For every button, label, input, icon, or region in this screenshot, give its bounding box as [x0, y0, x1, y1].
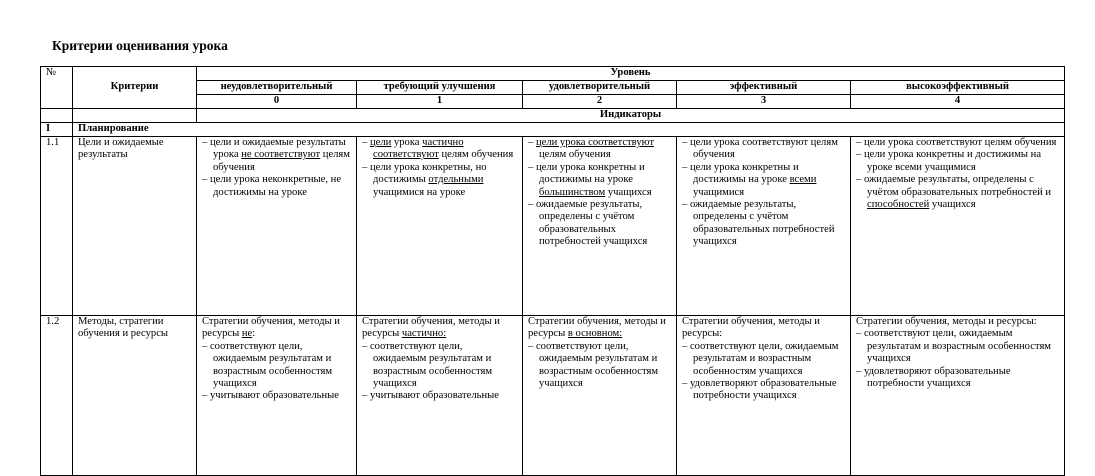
- table-row: [41, 316, 1065, 476]
- bullet-item: – удовлетворяют образовательные потребности учащихся: [682, 378, 837, 402]
- table-row: [41, 137, 1065, 316]
- underlined-text: большинством: [539, 186, 606, 198]
- cell-intro: Стратегии обучения, методы и ресурсы в основном:: [528, 316, 666, 340]
- bullet-item: – ожидаемые результаты, определены с учётом образовательных потребностей учащихся: [682, 199, 835, 248]
- level-score-1: 1: [357, 95, 523, 109]
- bullet-item: – цели урока конкретны и достижимы на уроке большинством учащихся: [528, 161, 652, 198]
- level-name-0: неудовлетворительный: [197, 81, 357, 95]
- level-name-1: требующий улучшения: [357, 81, 523, 95]
- row-criterion: Цели и ожидаемые результаты: [73, 137, 197, 316]
- level-name-2: удовлетворительный: [523, 81, 677, 95]
- header-num: №: [41, 67, 73, 109]
- underlined-text: цели: [369, 137, 392, 148]
- underlined-text: частично соответствуют: [373, 137, 464, 161]
- indicator-cell: [677, 137, 851, 316]
- section-num: I: [41, 123, 73, 137]
- underlined-text: всеми: [789, 174, 817, 186]
- header-indicators: Индикаторы: [197, 109, 1065, 123]
- bullet-item: – соответствуют цели, ожидаемым результатам и возрастным особенностям учащихся: [528, 340, 659, 390]
- level-score-0: 0: [197, 95, 357, 109]
- criteria-table: [40, 66, 1065, 476]
- level-name-4: высокоэффективный: [851, 81, 1065, 95]
- bullet-item: – цели урока конкретны и достижимы на уроке всеми учащимися: [856, 149, 1042, 173]
- indicator-cell: [851, 137, 1065, 316]
- bullet-item: – цели урока соответствуют целям обучения: [682, 137, 838, 161]
- underlined-text: в основном:: [567, 328, 623, 340]
- level-name-3: эффективный: [677, 81, 851, 95]
- level-score-3: 3: [677, 95, 851, 109]
- cell-intro: Стратегии обучения, методы и ресурсы не:: [202, 316, 340, 340]
- indicator-cell: [523, 137, 677, 316]
- header-row-level: [41, 67, 1065, 81]
- bullet-item: – соответствуют цели, ожидаемым результатам и возрастным особенностям учащихся: [856, 328, 1052, 365]
- bullet-item: – учитывают образовательные: [202, 390, 339, 402]
- bullet-item: – цели и ожидаемые результаты урока не соответствуют целям обучения: [202, 137, 351, 173]
- underlined-text: частично:: [401, 328, 447, 340]
- bullet-item: – соответствуют цели, ожидаемым результатам и возрастным особенностям учащихся: [362, 340, 493, 390]
- underlined-text: отдельными: [428, 174, 484, 186]
- section-row: [41, 123, 1065, 137]
- indicator-cell: [523, 316, 677, 476]
- bullet-item: – удовлетворяют образовательные потребности учащихся: [856, 365, 1011, 390]
- bullet-item: – цели урока конкретны, но достижимы отдельными учащимися на уроке: [362, 161, 487, 198]
- bullet-item: – ожидаемые результаты, определены с учётом образовательных потребностей и способностей учащихся: [856, 174, 1052, 211]
- underlined-text: способностей: [867, 199, 930, 211]
- bullet-item: – соответствуют цели, ожидаемым результатам и возрастным особенностям учащихся: [682, 340, 839, 377]
- bullet-item: – цели урока частично соответствуют целям обучения: [362, 137, 514, 161]
- cell-intro: Стратегии обучения, методы и ресурсы частично:: [362, 316, 500, 340]
- row-criterion: Методы, стратегии обучения и ресурсы: [73, 316, 197, 476]
- level-score-4: 4: [851, 95, 1065, 109]
- row-num: 1.1: [41, 137, 73, 316]
- underlined-text: не соответствуют: [241, 149, 321, 161]
- indicator-cell: [677, 316, 851, 476]
- bullet-item: – учитывают образовательные: [362, 390, 499, 402]
- bullet-item: – цели урока соответствуют целям обучения: [528, 137, 655, 161]
- cell-intro: Стратегии обучения, методы и ресурсы:: [682, 316, 820, 340]
- bullet-item: – цели урока конкретны и достижимы на уроке всеми учащимися: [682, 161, 817, 198]
- indicator-cell: [851, 316, 1065, 476]
- indicator-cell: [197, 316, 357, 476]
- indicator-cell: [357, 137, 523, 316]
- cell-intro: Стратегии обучения, методы и ресурсы:: [856, 316, 1037, 327]
- row-num: 1.2: [41, 316, 73, 476]
- underlined-text: цели урока соответствуют: [535, 137, 655, 148]
- bullet-item: – ожидаемые результаты, определены с учётом образовательных потребностей учащихся: [528, 199, 648, 248]
- indicator-cell: [197, 137, 357, 316]
- header-level: Уровень: [197, 67, 1065, 81]
- bullet-item: – цели урока неконкретные, не достижимы на уроке: [202, 174, 342, 198]
- bullet-item: – цели урока соответствуют целям обучения: [856, 137, 1057, 148]
- indicator-cell: [357, 316, 523, 476]
- bullet-item: – соответствуют цели, ожидаемым результатам и возрастным особенностям учащихся: [202, 340, 333, 390]
- underlined-text: не: [241, 328, 253, 340]
- header-row-indicators: [41, 109, 1065, 123]
- level-score-2: 2: [523, 95, 677, 109]
- document-title: Критерии оценивания урока: [52, 38, 228, 53]
- header-criteria: Критерии: [73, 67, 197, 109]
- section-label: Планирование: [73, 123, 1065, 137]
